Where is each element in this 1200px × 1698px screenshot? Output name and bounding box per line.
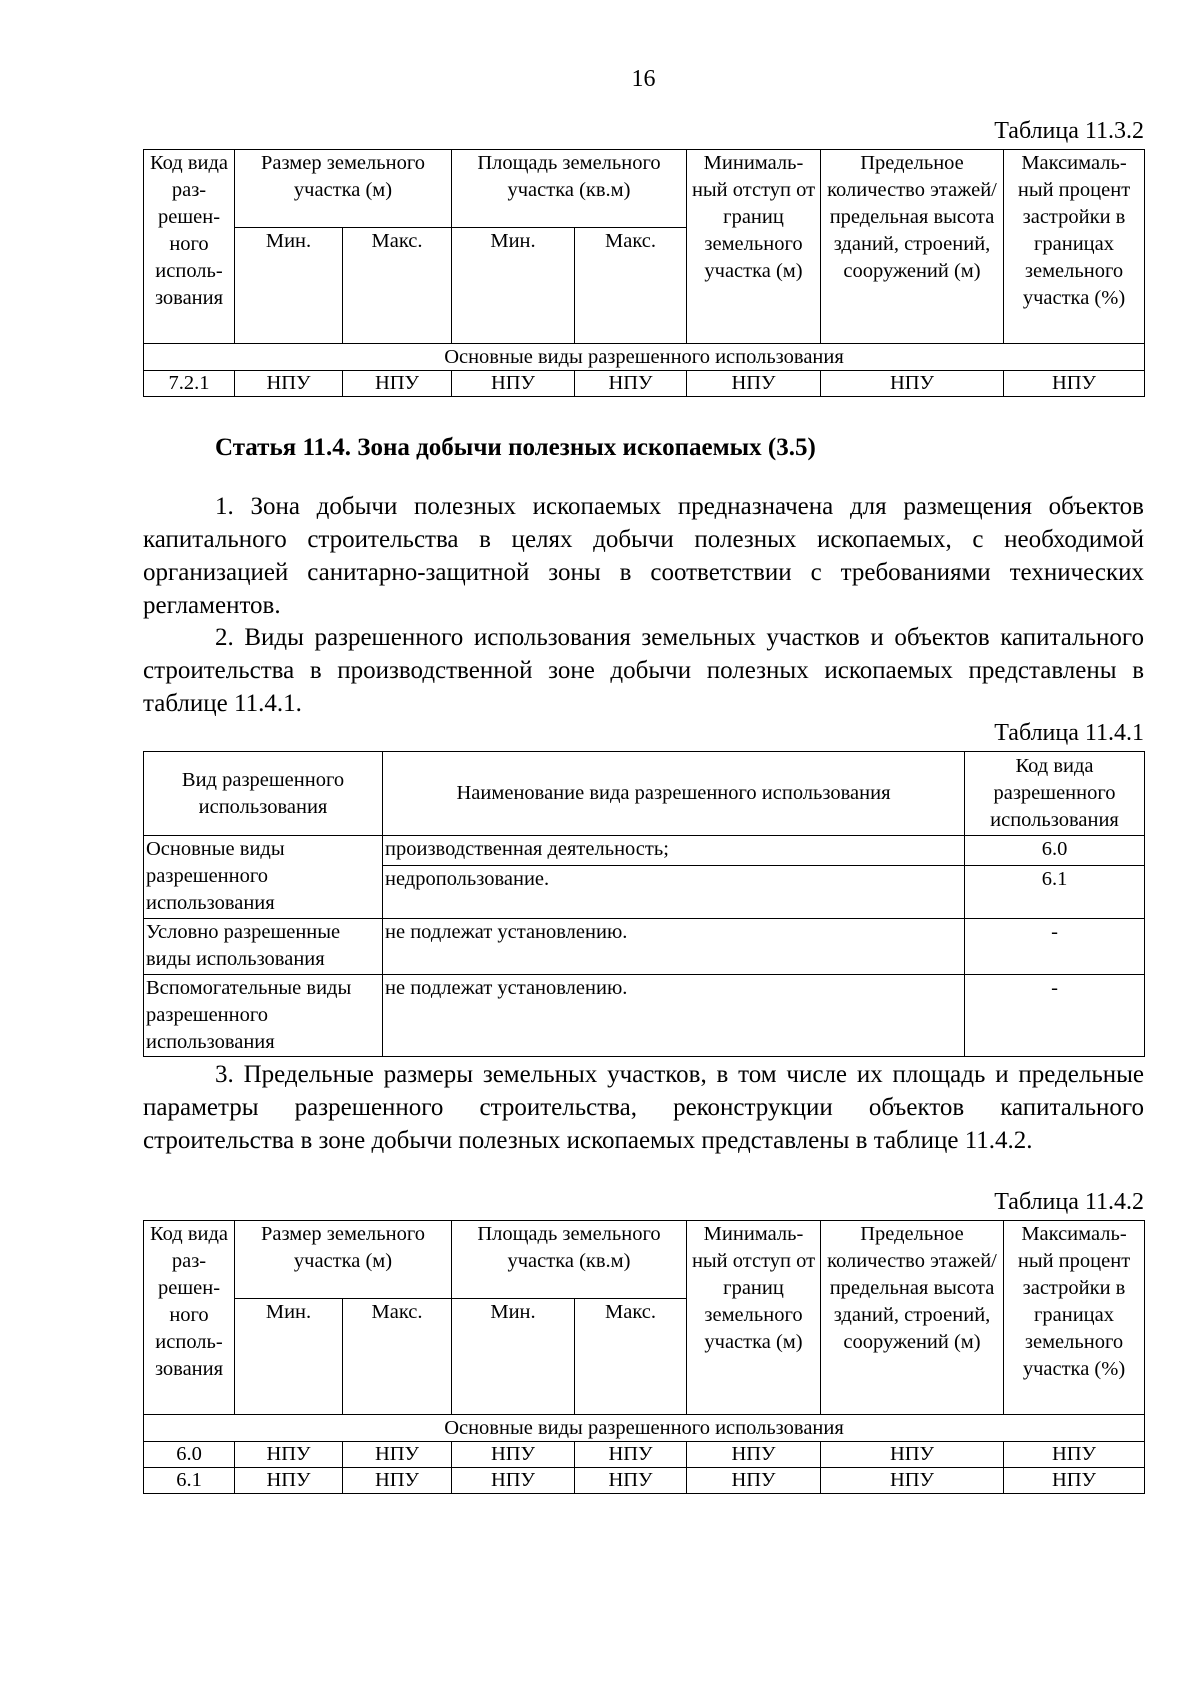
- header-area-min: Мин.: [452, 1299, 575, 1415]
- cell-code: 6.0: [144, 1442, 235, 1468]
- main-name-1: производственная деятельность;: [383, 836, 965, 866]
- cell: НПУ: [575, 1468, 687, 1494]
- header-percent: Максималь- ный процент застройки в границах земельного участка (%): [1004, 1221, 1145, 1415]
- article-heading: Статья 11.4. Зона добычи полезных ископаемых (3.5): [215, 434, 816, 461]
- cell: НПУ: [821, 371, 1004, 397]
- cell: НПУ: [1004, 1442, 1145, 1468]
- paragraph-3-text: 3. Предельные размеры земельных участков, в том числе их площадь и предельные параметры разрешенного строительства, реконструкции объектов капитального строительства в зоне добычи полезных ископаемых представлены в таблице 11.4.2.: [143, 1061, 1144, 1154]
- cell: НПУ: [687, 1468, 821, 1494]
- header-indent: Минималь- ный отступ от границ земельного участка (м): [687, 150, 821, 344]
- section-row: Основные виды разрешенного использования: [144, 1415, 1145, 1442]
- cell: НПУ: [821, 1442, 1004, 1468]
- paragraph-2: [143, 621, 1144, 720]
- section-row: Основные виды разрешенного использования: [144, 344, 1145, 371]
- header-code: Код вида раз- решен- ного исполь- зования: [144, 150, 235, 344]
- main-name-2: недропользование.: [383, 866, 965, 919]
- header-size-min: Мин.: [235, 228, 343, 344]
- header-floors: Предельное количество этажей/ предельная высота зданий, строений, сооружений (м): [821, 1221, 1004, 1415]
- cell: НПУ: [235, 371, 343, 397]
- header-percent: Максималь- ный процент застройки в границах земельного участка (%): [1004, 150, 1145, 344]
- header-area: Площадь земельного участка (кв.м): [452, 1221, 687, 1299]
- cell: НПУ: [235, 1468, 343, 1494]
- cell: НПУ: [343, 371, 452, 397]
- table-11-4-1-caption: Таблица 11.4.1: [994, 720, 1144, 746]
- cell: НПУ: [343, 1442, 452, 1468]
- header-floors: Предельное количество этажей/ предельная высота зданий, строений, сооружений (м): [821, 150, 1004, 344]
- main-code-2: 6.1: [965, 866, 1145, 919]
- cell: НПУ: [821, 1468, 1004, 1494]
- header-size-max: Макс.: [343, 1299, 452, 1415]
- cell: НПУ: [687, 371, 821, 397]
- cell: НПУ: [687, 1442, 821, 1468]
- table-11-4-1: [143, 751, 1145, 1057]
- cell: НПУ: [575, 371, 687, 397]
- cell: НПУ: [1004, 1468, 1145, 1494]
- main-code-1: 6.0: [965, 836, 1145, 866]
- paragraph-1: [143, 490, 1144, 622]
- table-11-4-2: [143, 1220, 1145, 1494]
- header-size-max: Макс.: [343, 228, 452, 344]
- header-code: Код вида раз- решен- ного исполь- зования: [144, 1221, 235, 1415]
- cell: НПУ: [235, 1442, 343, 1468]
- conditional-label: Условно разрешенные виды использования: [144, 919, 383, 975]
- auxiliary-code: -: [965, 975, 1145, 1057]
- header-size-min: Мин.: [235, 1299, 343, 1415]
- paragraph-1-text: 1. Зона добычи полезных ископаемых предназначена для размещения объектов капитального строительства в целях добычи полезных ископаемых, с необходимой организацией санитарно-защитной зоны в соответствии с требованиями технических регламентов.: [143, 493, 1144, 619]
- conditional-name: не подлежат установлению.: [383, 919, 965, 975]
- page-number: 16: [631, 66, 656, 92]
- auxiliary-name: не подлежат установлению.: [383, 975, 965, 1057]
- cell: НПУ: [452, 371, 575, 397]
- header-area-max: Макс.: [575, 1299, 687, 1415]
- header-size: Размер земельного участка (м): [235, 1221, 452, 1299]
- table-row: [144, 1468, 1145, 1494]
- table-11-3-2: [143, 149, 1145, 397]
- table-11-4-2-caption: Таблица 11.4.2: [994, 1189, 1144, 1215]
- header-code: Код вида разрешенного использования: [965, 752, 1145, 836]
- paragraph-3: [143, 1058, 1144, 1157]
- header-area-max: Макс.: [575, 228, 687, 344]
- header-name: Наименование вида разрешенного использования: [383, 752, 965, 836]
- cell: НПУ: [575, 1442, 687, 1468]
- cell-code: 7.2.1: [144, 371, 235, 397]
- header-area-min: Мин.: [452, 228, 575, 344]
- table-row: [144, 1442, 1145, 1468]
- cell: НПУ: [343, 1468, 452, 1494]
- cell: НПУ: [452, 1442, 575, 1468]
- conditional-code: -: [965, 919, 1145, 975]
- auxiliary-label: Вспомогательные виды разрешенного использования: [144, 975, 383, 1057]
- table-11-3-2-caption: Таблица 11.3.2: [994, 118, 1144, 144]
- cell: НПУ: [452, 1468, 575, 1494]
- header-indent: Минималь- ный отступ от границ земельного участка (м): [687, 1221, 821, 1415]
- table-row: [144, 371, 1145, 397]
- paragraph-2-text: 2. Виды разрешенного использования земельных участков и объектов капитального строительства в производственной зоне добычи полезных ископаемых представлены в таблице 11.4.1.: [143, 624, 1144, 717]
- header-area: Площадь земельного участка (кв.м): [452, 150, 687, 228]
- header-size: Размер земельного участка (м): [235, 150, 452, 228]
- main-label: Основные виды разрешенного использования: [144, 836, 383, 919]
- cell: НПУ: [1004, 371, 1145, 397]
- cell-code: 6.1: [144, 1468, 235, 1494]
- header-type: Вид разрешенного использования: [144, 752, 383, 836]
